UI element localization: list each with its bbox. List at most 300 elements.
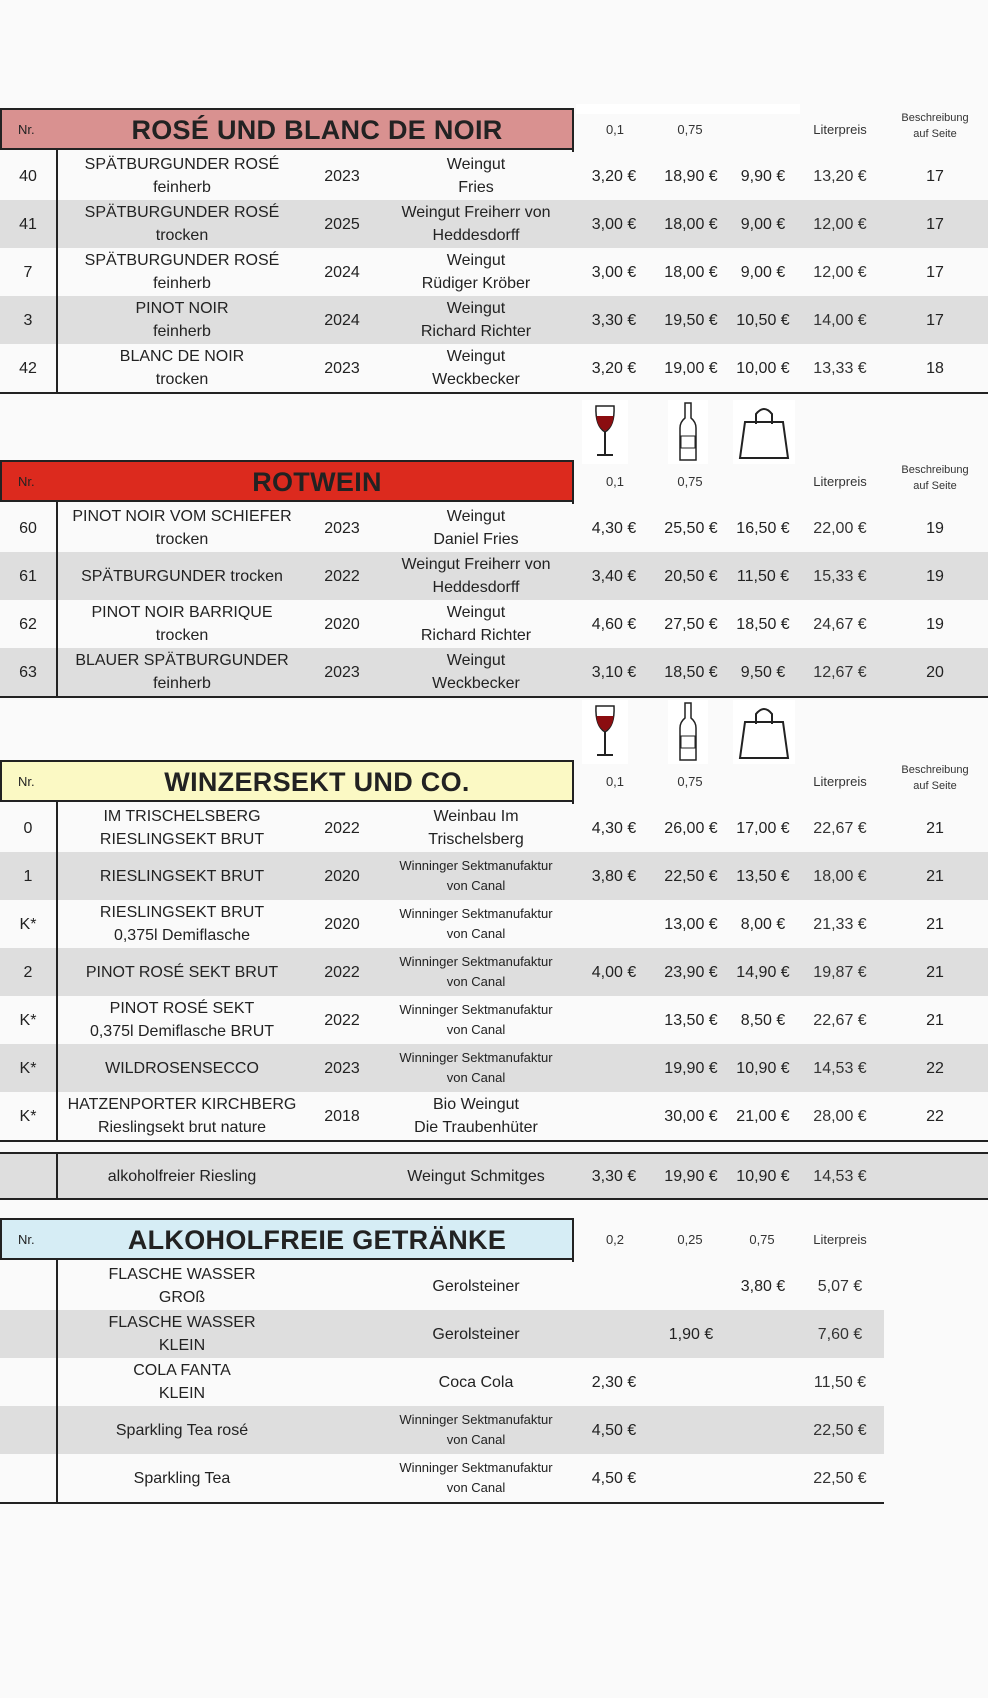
- producer-line2: Trischelsberg: [428, 831, 524, 848]
- producer: [378, 1406, 574, 1454]
- producer-line2: Richard Richter: [420, 627, 532, 644]
- producer-line2: Die Traubenhüter: [414, 1119, 538, 1136]
- price-liter: [800, 1358, 880, 1406]
- producer-line2: Weckbecker: [432, 675, 520, 692]
- wine-number-text: K*: [19, 915, 37, 933]
- price-glass: [582, 504, 646, 552]
- table-row: [0, 200, 988, 248]
- wine-number: [0, 1044, 56, 1092]
- table-row: [0, 804, 988, 852]
- price-glass: [582, 900, 646, 948]
- price-bottle-text: 18,00 €: [664, 215, 718, 233]
- price-bottle: [655, 344, 727, 392]
- price-takeaway: [730, 296, 796, 344]
- price-glass: [582, 552, 646, 600]
- price-bottle-text: 30,00 €: [664, 1107, 718, 1125]
- desc-line2: auf Seite: [913, 128, 957, 140]
- price-glass: [582, 804, 646, 852]
- wine-name: [58, 948, 306, 996]
- col-divider: [56, 1152, 58, 1200]
- price-glass-text: 2,30 €: [591, 1373, 637, 1391]
- price-takeaway: [730, 1092, 796, 1140]
- price-text: 14,53 €: [813, 1167, 867, 1185]
- vintage: [306, 948, 378, 996]
- wine-name: [58, 504, 306, 552]
- price-takeaway-text: 16,50 €: [736, 519, 790, 537]
- wine-name-line2: 0,375l Demiflasche BRUT: [89, 1023, 275, 1040]
- price-liter-text: 12,00 €: [813, 263, 867, 281]
- price-bottle-text: 1,90 €: [668, 1325, 714, 1343]
- col-divider: [572, 150, 574, 152]
- producer: [378, 296, 574, 344]
- wine-name-text: [100, 865, 264, 888]
- wine-number: [0, 344, 56, 392]
- price-glass: [582, 1044, 646, 1092]
- price-takeaway: [730, 1044, 796, 1092]
- table-row: [0, 996, 988, 1044]
- price-liter: [800, 296, 880, 344]
- section-title: ALKOHOLFREIE GETRÄNKE: [127, 1225, 507, 1255]
- description-page: [885, 648, 985, 696]
- price-takeaway-text: 3,80 €: [740, 1277, 786, 1295]
- price-takeaway-text: 10,00 €: [736, 359, 790, 377]
- producer-line2: von Canal: [446, 1070, 506, 1085]
- col-desc-label: [885, 462, 985, 494]
- bottle-icon: [668, 400, 708, 464]
- description-page: [885, 600, 985, 648]
- vintage-text: 2024: [324, 263, 360, 281]
- col-divider: [572, 802, 574, 804]
- price-bottle-text: 27,50 €: [664, 615, 718, 633]
- producer: [378, 996, 574, 1044]
- wine-name-line1: SPÄTBURGUNDER ROSÉ: [84, 252, 280, 269]
- producer-text: [399, 1458, 552, 1498]
- price-liter-text: 28,00 €: [813, 1107, 867, 1125]
- rot-header: [0, 460, 988, 504]
- description-page: [885, 504, 985, 552]
- wine-name-line2: KLEIN: [158, 1337, 206, 1354]
- price-liter: [800, 852, 880, 900]
- producer-line2: von Canal: [446, 1022, 506, 1037]
- price-bottle: [655, 1358, 727, 1406]
- wine-number: [0, 200, 56, 248]
- wine-name-line2: KLEIN: [158, 1385, 206, 1402]
- producer-text: [399, 1048, 552, 1088]
- description-page: [885, 804, 985, 852]
- description-page: [885, 200, 985, 248]
- wine-name-text: [105, 1057, 259, 1080]
- price-liter-text: 24,67 €: [813, 615, 867, 633]
- wine-name: [58, 1044, 306, 1092]
- wine-name-line1: PINOT ROSÉ SEKT: [109, 1000, 255, 1017]
- price-bottle: [655, 852, 727, 900]
- producer-line1: Winninger Sektmanufaktur: [399, 1460, 553, 1475]
- wine-name-text: [90, 997, 274, 1043]
- table-row: [0, 948, 988, 996]
- producer-line1: Gerolsteiner: [432, 1325, 520, 1343]
- desc-line1: Beschreibung: [901, 764, 969, 776]
- winzersekt-table: [0, 760, 988, 1136]
- price-bottle-text: 23,90 €: [664, 963, 718, 981]
- producer-line2: Richard Richter: [420, 323, 532, 340]
- rule: [0, 1198, 988, 1200]
- price-glass: [582, 1358, 646, 1406]
- wine-name-line2: trocken: [155, 227, 209, 244]
- vintage-text: 2020: [324, 867, 360, 885]
- col-divider: [56, 1260, 58, 1502]
- producer-text: [433, 505, 518, 551]
- producer: [378, 248, 574, 296]
- price-takeaway-text: 11,50 €: [736, 567, 790, 585]
- description-page-text: 17: [926, 167, 944, 185]
- price-takeaway: [730, 600, 796, 648]
- wine-name-text: [116, 1419, 248, 1442]
- description-page-text: 21: [926, 867, 944, 885]
- wine-name: [58, 1154, 306, 1198]
- wine-name-text: [81, 565, 283, 588]
- table-bottom-rule: [0, 1502, 884, 1504]
- price-bottle: [655, 1310, 727, 1358]
- price-takeaway: [730, 1406, 796, 1454]
- vintage-text: 2022: [324, 567, 360, 585]
- price-takeaway: [730, 648, 796, 696]
- table-row: [0, 152, 988, 200]
- wine-name-text: [85, 153, 280, 199]
- price-glass: [582, 600, 646, 648]
- wine-name-line1: BLANC DE NOIR: [119, 348, 245, 365]
- producer-text: [421, 297, 531, 343]
- price-glass-text: 4,50 €: [591, 1421, 637, 1439]
- wine-number-text: 63: [19, 663, 37, 681]
- wine-name-line2: 0,375l Demiflasche: [113, 927, 251, 944]
- wine-name-text: [68, 1093, 297, 1139]
- price-glass: [582, 152, 646, 200]
- vintage-text: 2020: [324, 915, 360, 933]
- producer-line2: Fries: [458, 179, 494, 196]
- wine-name-line1: RIESLINGSEKT BRUT: [99, 904, 265, 921]
- description-page-text: 18: [926, 359, 944, 377]
- price-glass-text: 3,40 €: [591, 567, 637, 585]
- wine-number: [0, 600, 56, 648]
- price-takeaway: [730, 152, 796, 200]
- alkoholfrei-riesling-row: [0, 1152, 988, 1200]
- wine-name-text: [72, 505, 291, 551]
- wine-name-line1: PINOT NOIR VOM SCHIEFER: [72, 508, 292, 525]
- producer-text: [422, 249, 531, 295]
- col-divider: [572, 502, 574, 504]
- description-page-text: 22: [926, 1059, 944, 1077]
- producer-text: [399, 856, 552, 896]
- producer-line1: Winninger Sektmanufaktur: [399, 954, 553, 969]
- description-page-text: 21: [926, 915, 944, 933]
- producer: [378, 1044, 574, 1092]
- wine-name: [58, 1454, 306, 1502]
- col-bottle-label: 0,75: [677, 774, 703, 789]
- wine-number-text: 60: [19, 519, 37, 537]
- wine-name-text: [134, 1467, 231, 1490]
- price-glass: [582, 852, 646, 900]
- vintage: [306, 648, 378, 696]
- price-liter: [800, 1406, 880, 1454]
- wine-name-line1: Sparkling Tea: [133, 1469, 231, 1487]
- producer-line1: Winninger Sektmanufaktur: [399, 1050, 553, 1065]
- vintage: [306, 152, 378, 200]
- wine-name: [58, 152, 306, 200]
- price-takeaway-text: 9,00 €: [740, 215, 786, 233]
- wine-name-line2: feinherb: [153, 323, 211, 340]
- price-glass-text: 3,80 €: [591, 867, 637, 885]
- producer-text: [399, 904, 552, 944]
- description-page-text: 21: [926, 1011, 944, 1029]
- table-row: [0, 1454, 884, 1502]
- producer: [378, 804, 574, 852]
- price-liter: [800, 1310, 880, 1358]
- price-liter-text: 22,50 €: [813, 1421, 867, 1439]
- price-liter-text: 15,33 €: [813, 567, 867, 585]
- wine-number-text: 41: [19, 215, 37, 233]
- description-page: [885, 152, 985, 200]
- wine-name: [58, 804, 306, 852]
- description-page: [885, 248, 985, 296]
- wine-name-text: [135, 297, 228, 343]
- price-bottle-text: 25,50 €: [664, 519, 718, 537]
- price-glass-text: 3,10 €: [591, 663, 637, 681]
- description-page-text: 19: [926, 567, 944, 585]
- producer-line1: Weinbau Im: [433, 808, 519, 825]
- price-liter: [800, 648, 880, 696]
- wine-number-text: K*: [19, 1059, 37, 1077]
- wine-name-line2: feinherb: [153, 275, 211, 292]
- col-bottle-label: 0,75: [677, 122, 703, 137]
- price-takeaway: [730, 1154, 796, 1198]
- vintage: [306, 600, 378, 648]
- price-glass-text: 4,50 €: [591, 1469, 637, 1487]
- price-glass-text: 4,60 €: [591, 615, 637, 633]
- table-row: [0, 600, 988, 648]
- wine-name: [58, 852, 306, 900]
- producer: [378, 1154, 574, 1198]
- producer-line2: Rüdiger Kröber: [421, 275, 531, 292]
- price-liter: [800, 804, 880, 852]
- producer: [378, 1310, 574, 1358]
- price-takeaway: [730, 504, 796, 552]
- price-liter-text: 22,67 €: [813, 1011, 867, 1029]
- price-glass: [582, 1092, 646, 1140]
- table-row: [0, 344, 988, 392]
- producer: [378, 504, 574, 552]
- desc-line2: auf Seite: [913, 780, 957, 792]
- col-glass-label: 0,1: [605, 474, 625, 489]
- price-liter: [800, 1044, 880, 1092]
- wine-name-line2: GROß: [158, 1289, 206, 1306]
- vintage: [306, 504, 378, 552]
- description-page: [885, 1044, 985, 1092]
- producer-text: [399, 952, 552, 992]
- price-bottle: [655, 648, 727, 696]
- producer-text: [447, 153, 505, 199]
- vintage-text: 2023: [324, 359, 360, 377]
- wine-number: [0, 248, 56, 296]
- wine-name: [58, 344, 306, 392]
- table-bottom-rule: [0, 392, 988, 394]
- vintage-text: 2022: [324, 1011, 360, 1029]
- producer: [378, 344, 574, 392]
- wine-number: [0, 648, 56, 696]
- producer: [378, 152, 574, 200]
- producer-text: [414, 1093, 538, 1139]
- wine-name-line1: PINOT ROSÉ SEKT BRUT: [85, 963, 279, 981]
- price-liter-text: 21,33 €: [813, 915, 867, 933]
- wine-name-line1: Sparkling Tea rosé: [115, 1421, 249, 1439]
- producer-line1: Weingut: [446, 508, 506, 525]
- description-page: [885, 1092, 985, 1140]
- description-page-text: 17: [926, 263, 944, 281]
- description-page: [885, 552, 985, 600]
- producer-line1: Gerolsteiner: [432, 1277, 520, 1295]
- wine-name-text: [91, 601, 272, 647]
- price-liter-text: 18,00 €: [813, 867, 867, 885]
- table-row: [0, 648, 988, 696]
- price-bottle: [655, 1044, 727, 1092]
- wine-name-line1: SPÄTBURGUNDER ROSÉ: [84, 156, 280, 173]
- col-liter-label: Literpreis: [813, 1232, 867, 1247]
- price-bottle: [655, 948, 727, 996]
- vintage: [306, 900, 378, 948]
- price-takeaway-text: 10,50 €: [736, 311, 790, 329]
- col-divider: [572, 1260, 574, 1262]
- price-glass: [582, 1154, 646, 1198]
- wine-number-text: 1: [23, 867, 33, 885]
- wine-number: [0, 504, 56, 552]
- price-bottle-text: 13,00 €: [664, 915, 718, 933]
- wine-number-text: 42: [19, 359, 37, 377]
- price-bottle: [655, 1092, 727, 1140]
- producer-line2: Daniel Fries: [433, 531, 519, 548]
- wine-name-text: [133, 1359, 231, 1405]
- wine-number-text: 7: [23, 263, 33, 281]
- rose-table: [0, 108, 988, 388]
- price-takeaway-text: 10,90 €: [736, 1059, 790, 1077]
- wine-name-line2: RIESLINGSEKT BRUT: [99, 831, 265, 848]
- wine-number-text: K*: [19, 1107, 37, 1125]
- wine-name-line1: SPÄTBURGUNDER ROSÉ: [84, 204, 280, 221]
- producer-text: [421, 601, 531, 647]
- wine-number-text: 62: [19, 615, 37, 633]
- col-glass-label: 0,1: [605, 122, 625, 137]
- nr-label: Nr.: [18, 774, 35, 789]
- producer-text: [432, 345, 520, 391]
- price-takeaway: [730, 1262, 796, 1310]
- producer: [378, 948, 574, 996]
- table-row: [0, 552, 988, 600]
- wine-name-text: [85, 249, 280, 295]
- sekt-title-box: [0, 760, 574, 802]
- price-takeaway-text: 18,50 €: [736, 615, 790, 633]
- vintage: [306, 552, 378, 600]
- price-glass-text: 3,30 €: [591, 311, 637, 329]
- wine-name: [58, 1092, 306, 1140]
- wine-name: [58, 1310, 306, 1358]
- producer-line2: von Canal: [446, 926, 506, 941]
- price-takeaway-text: 9,50 €: [740, 663, 786, 681]
- wine-name-line1: SPÄTBURGUNDER trocken: [81, 567, 283, 585]
- wine-name-line1: HATZENPORTER KIRCHBERG: [67, 1096, 297, 1113]
- vintage-text: 2023: [324, 519, 360, 537]
- price-text: 3,30 €: [591, 1167, 637, 1185]
- producer-line1: Weingut: [446, 300, 506, 317]
- rot-title-box: [0, 460, 574, 502]
- producer-line1: Winninger Sektmanufaktur: [399, 1002, 553, 1017]
- producer-text: [399, 1000, 552, 1040]
- table-row: [0, 852, 988, 900]
- price-bottle: [655, 552, 727, 600]
- price-liter: [800, 948, 880, 996]
- producer-line2: von Canal: [446, 974, 506, 989]
- price-glass-text: 3,00 €: [591, 263, 637, 281]
- price-takeaway: [730, 1310, 796, 1358]
- price-glass: [582, 344, 646, 392]
- vintage: [306, 804, 378, 852]
- description-page: [885, 900, 985, 948]
- price-liter-text: 19,87 €: [813, 963, 867, 981]
- shopping-bag-icon: [733, 700, 795, 764]
- vintage-text: 2018: [324, 1107, 360, 1125]
- producer-text: [399, 1410, 552, 1450]
- col-divider: [56, 502, 58, 696]
- price-liter-text: 5,07 €: [817, 1277, 863, 1295]
- producer-text: [401, 201, 550, 247]
- table-bottom-rule: [0, 1140, 988, 1142]
- col-divider: [56, 150, 58, 392]
- price-liter: [800, 552, 880, 600]
- wine-name-text: [86, 961, 278, 984]
- table-bottom-rule: [0, 696, 988, 698]
- price-liter: [800, 248, 880, 296]
- producer-line2: Weckbecker: [432, 371, 520, 388]
- producer-line1: Winninger Sektmanufaktur: [399, 1412, 553, 1427]
- vintage-text: 2022: [324, 963, 360, 981]
- price-glass: [582, 948, 646, 996]
- wine-number: [0, 852, 56, 900]
- description-page-text: 17: [926, 215, 944, 233]
- wine-number: [0, 296, 56, 344]
- price-bottle-text: 26,00 €: [664, 819, 718, 837]
- vintage: [306, 1044, 378, 1092]
- price-takeaway-text: 8,50 €: [740, 1011, 786, 1029]
- wine-number: [0, 804, 56, 852]
- producer-line2: von Canal: [446, 878, 506, 893]
- price-bottle: [655, 996, 727, 1044]
- wine-number: [0, 948, 56, 996]
- rose-header: [0, 108, 988, 152]
- price-glass: [582, 1406, 646, 1454]
- price-liter: [800, 600, 880, 648]
- price-bottle: [655, 200, 727, 248]
- table-row: [0, 1358, 884, 1406]
- price-glass: [582, 248, 646, 296]
- description-page: [885, 852, 985, 900]
- wine-number: [0, 552, 56, 600]
- section-title: ROSÉ UND BLANC DE NOIR: [131, 115, 503, 145]
- producer-text: [439, 1371, 514, 1394]
- description-page: [885, 948, 985, 996]
- price-bottle: [655, 1262, 727, 1310]
- vintage-text: 2023: [324, 167, 360, 185]
- desc-line1: Beschreibung: [901, 112, 969, 124]
- producer-line1: Winninger Sektmanufaktur: [399, 858, 553, 873]
- price-liter: [800, 996, 880, 1044]
- wine-name: [58, 248, 306, 296]
